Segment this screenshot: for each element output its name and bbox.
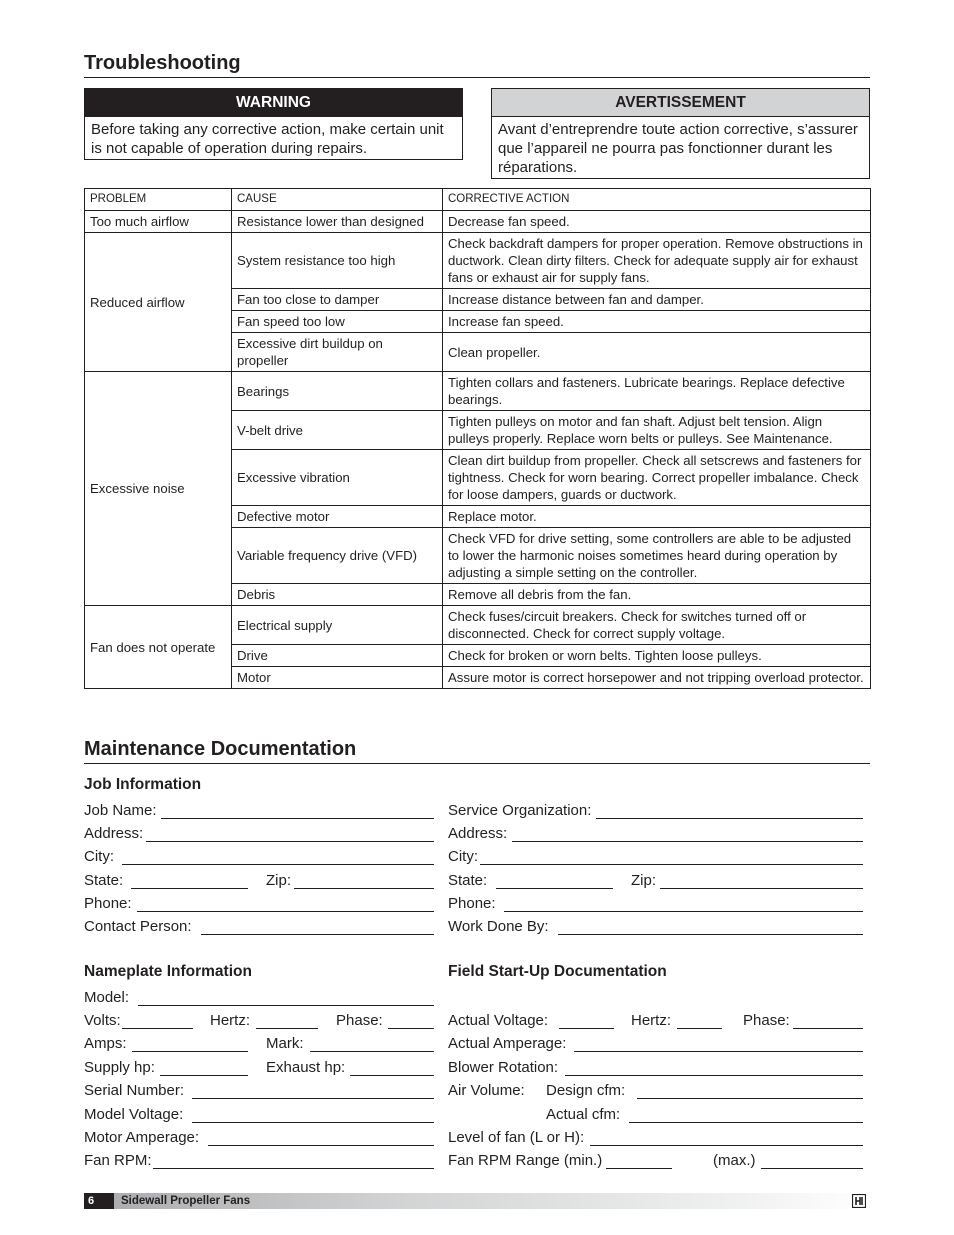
actual-amperage-label: Actual Amperage:: [448, 1035, 567, 1052]
warning-text: Before taking any corrective action, make certain unit is not capable of operation during repairs.: [91, 121, 444, 157]
avertissement-box: [491, 88, 870, 179]
mark-label: Mark:: [266, 1035, 304, 1052]
city2-field[interactable]: [480, 864, 863, 865]
problem-cell: Excessive noise: [85, 372, 232, 606]
greenheck-logo-icon: [852, 1194, 866, 1208]
corrective-action-cell: Increase distance between fan and damper.: [443, 289, 871, 311]
zip2-label: Zip:: [631, 872, 657, 889]
problem-cell: Too much airflow: [85, 211, 232, 233]
address-field[interactable]: [146, 841, 434, 842]
state-label: State:: [84, 872, 124, 889]
actual-voltage-label: Actual Voltage:: [448, 1012, 549, 1029]
air-volume-label: Air Volume:: [448, 1082, 525, 1099]
model-field[interactable]: [138, 1005, 434, 1006]
table-row: [85, 372, 871, 411]
phone2-label: Phone:: [448, 895, 496, 912]
fan-rpm-min-field[interactable]: [606, 1168, 672, 1169]
corrective-action-cell: Tighten pulleys on motor and fan shaft. Adjust belt tension. Align pulleys properly. Replace worn belts or pulleys. See Maintenance.: [443, 411, 871, 450]
cause-cell: Fan speed too low: [232, 311, 443, 333]
maintenance-rule: [84, 763, 870, 764]
problem-cell: Fan does not operate: [85, 606, 232, 689]
model-voltage-field[interactable]: [192, 1122, 434, 1123]
fan-rpm-label: Fan RPM:: [84, 1152, 152, 1169]
volts-field[interactable]: [122, 1028, 193, 1029]
startup-hertz-label: Hertz:: [631, 1012, 672, 1029]
zip-label: Zip:: [266, 872, 292, 889]
nameplate-heading: Nameplate Information: [84, 963, 252, 980]
header-cause: CAUSE: [232, 189, 443, 211]
warning-heading: WARNING: [85, 89, 462, 117]
avertissement-heading: AVERTISSEMENT: [492, 89, 869, 117]
level-of-fan-label: Level of fan (L or H):: [448, 1129, 585, 1146]
cause-cell: Debris: [232, 584, 443, 606]
work-done-by-label: Work Done By:: [448, 918, 549, 935]
exhaust-hp-field[interactable]: [350, 1075, 434, 1076]
model-label: Model:: [84, 989, 130, 1006]
phase-field[interactable]: [388, 1028, 434, 1029]
corrective-action-cell: Decrease fan speed.: [443, 211, 871, 233]
work-done-by-field[interactable]: [558, 934, 863, 935]
table-row: [85, 606, 871, 645]
hertz-field[interactable]: [256, 1028, 318, 1029]
actual-voltage-field[interactable]: [559, 1028, 614, 1029]
contact-person-field[interactable]: [201, 934, 434, 935]
startup-phase-label: Phase:: [743, 1012, 790, 1029]
service-org-field[interactable]: [596, 818, 863, 819]
hertz-label: Hertz:: [210, 1012, 251, 1029]
fan-rpm-max-field[interactable]: [761, 1168, 863, 1169]
exhaust-hp-label: Exhaust hp:: [266, 1059, 346, 1076]
avertissement-text: Avant d’entreprendre toute action corrective, s’assurer que l’appareil ne pourra pas fonctionner durant les réparations.: [498, 121, 858, 176]
field-startup-heading: Field Start-Up Documentation: [448, 963, 667, 980]
corrective-action-cell: Check VFD for drive setting, some controllers are able to be adjusted to lower the harmonic noises sometimes heard during operation by adjusting a simple setting on the controller.: [443, 528, 871, 584]
job-name-label: Job Name:: [84, 802, 157, 819]
fan-rpm-range-label: Fan RPM Range (min.): [448, 1152, 603, 1169]
phone2-field[interactable]: [504, 911, 863, 912]
supply-hp-label: Supply hp:: [84, 1059, 155, 1076]
problem-cell: Reduced airflow: [85, 233, 232, 372]
state2-field[interactable]: [496, 888, 613, 889]
cause-cell: System resistance too high: [232, 233, 443, 289]
serial-number-field[interactable]: [192, 1098, 434, 1099]
max-label: (max.): [713, 1152, 756, 1169]
service-org-label: Service Organization:: [448, 802, 592, 819]
cause-cell: Drive: [232, 645, 443, 667]
address-label: Address:: [84, 825, 144, 842]
cause-cell: Fan too close to damper: [232, 289, 443, 311]
corrective-action-cell: Clean dirt buildup from propeller. Check all setscrews and fasteners for tightness. Check for worn bearing. Correct propeller imbalance. Check for loose dampers, guards or ductwork.: [443, 450, 871, 506]
zip2-field[interactable]: [660, 888, 863, 889]
address2-label: Address:: [448, 825, 508, 842]
city2-label: City:: [448, 848, 478, 865]
corrective-action-cell: Clean propeller.: [443, 333, 871, 372]
corrective-action-cell: Remove all debris from the fan.: [443, 584, 871, 606]
title-rule: [84, 77, 870, 78]
header-corrective-action: CORRECTIVE ACTION: [443, 189, 871, 211]
job-info-heading: Job Information: [84, 776, 202, 793]
mark-field[interactable]: [310, 1051, 434, 1052]
corrective-action-cell: Tighten collars and fasteners. Lubricate bearings. Replace defective bearings.: [443, 372, 871, 411]
design-cfm-label: Design cfm:: [546, 1082, 626, 1099]
footer-title: Sidewall Propeller Fans: [121, 1195, 251, 1207]
footer: [84, 1193, 870, 1209]
corrective-action-cell: Replace motor.: [443, 506, 871, 528]
amps-field[interactable]: [132, 1051, 248, 1052]
cause-cell: Motor: [232, 667, 443, 689]
table-body: [85, 211, 871, 689]
cause-cell: Electrical supply: [232, 606, 443, 645]
phone-label: Phone:: [84, 895, 132, 912]
cause-cell: Resistance lower than designed: [232, 211, 443, 233]
serial-number-label: Serial Number:: [84, 1082, 185, 1099]
motor-amperage-field[interactable]: [208, 1145, 434, 1146]
maintenance-title: Maintenance Documentation: [84, 738, 357, 760]
warning-box: [84, 88, 463, 160]
corrective-action-cell: Check for broken or worn belts. Tighten loose pulleys.: [443, 645, 871, 667]
actual-amperage-field[interactable]: [574, 1051, 863, 1052]
design-cfm-field[interactable]: [637, 1098, 863, 1099]
startup-hertz-field[interactable]: [677, 1028, 722, 1029]
table-row: [85, 211, 871, 233]
cause-cell: Defective motor: [232, 506, 443, 528]
city-label: City:: [84, 848, 114, 865]
phase-label: Phase:: [336, 1012, 383, 1029]
page-number: 6: [84, 1193, 114, 1209]
volts-label: Volts:: [84, 1012, 121, 1029]
motor-amperage-label: Motor Amperage:: [84, 1129, 200, 1146]
level-of-fan-field[interactable]: [590, 1145, 863, 1146]
startup-phase-field[interactable]: [793, 1028, 863, 1029]
table-row: [85, 233, 871, 289]
troubleshooting-table: [84, 188, 871, 689]
actual-cfm-label: Actual cfm:: [546, 1106, 621, 1123]
cause-cell: Bearings: [232, 372, 443, 411]
contact-person-label: Contact Person:: [84, 918, 192, 935]
model-voltage-label: Model Voltage:: [84, 1106, 184, 1123]
cause-cell: Excessive dirt buildup on propeller: [232, 333, 443, 372]
troubleshooting-title: Troubleshooting: [84, 52, 241, 74]
city-field[interactable]: [122, 864, 434, 865]
corrective-action-cell: Assure motor is correct horsepower and not tripping overload protector.: [443, 667, 871, 689]
address2-field[interactable]: [512, 841, 863, 842]
zip-field[interactable]: [294, 888, 434, 889]
cause-cell: Excessive vibration: [232, 450, 443, 506]
corrective-action-cell: Check backdraft dampers for proper operation. Remove obstructions in ductwork. Clean dirty filters. Check for adequate supply air for exhaust fans or exhaust air for supply fans.: [443, 233, 871, 289]
corrective-action-cell: Increase fan speed.: [443, 311, 871, 333]
amps-label: Amps:: [84, 1035, 127, 1052]
phone-field[interactable]: [137, 911, 434, 912]
supply-hp-field[interactable]: [160, 1075, 248, 1076]
job-name-field[interactable]: [161, 818, 434, 819]
table-header-row: [85, 189, 871, 211]
blower-rotation-label: Blower Rotation:: [448, 1059, 559, 1076]
fan-rpm-field[interactable]: [153, 1168, 434, 1169]
state2-label: State:: [448, 872, 488, 889]
cause-cell: Variable frequency drive (VFD): [232, 528, 443, 584]
corrective-action-cell: Check fuses/circuit breakers. Check for switches turned off or disconnected. Check for correct supply voltage.: [443, 606, 871, 645]
cause-cell: V-belt drive: [232, 411, 443, 450]
state-field[interactable]: [131, 888, 248, 889]
actual-cfm-field[interactable]: [629, 1122, 863, 1123]
header-problem: PROBLEM: [85, 189, 232, 211]
blower-rotation-field[interactable]: [565, 1075, 863, 1076]
